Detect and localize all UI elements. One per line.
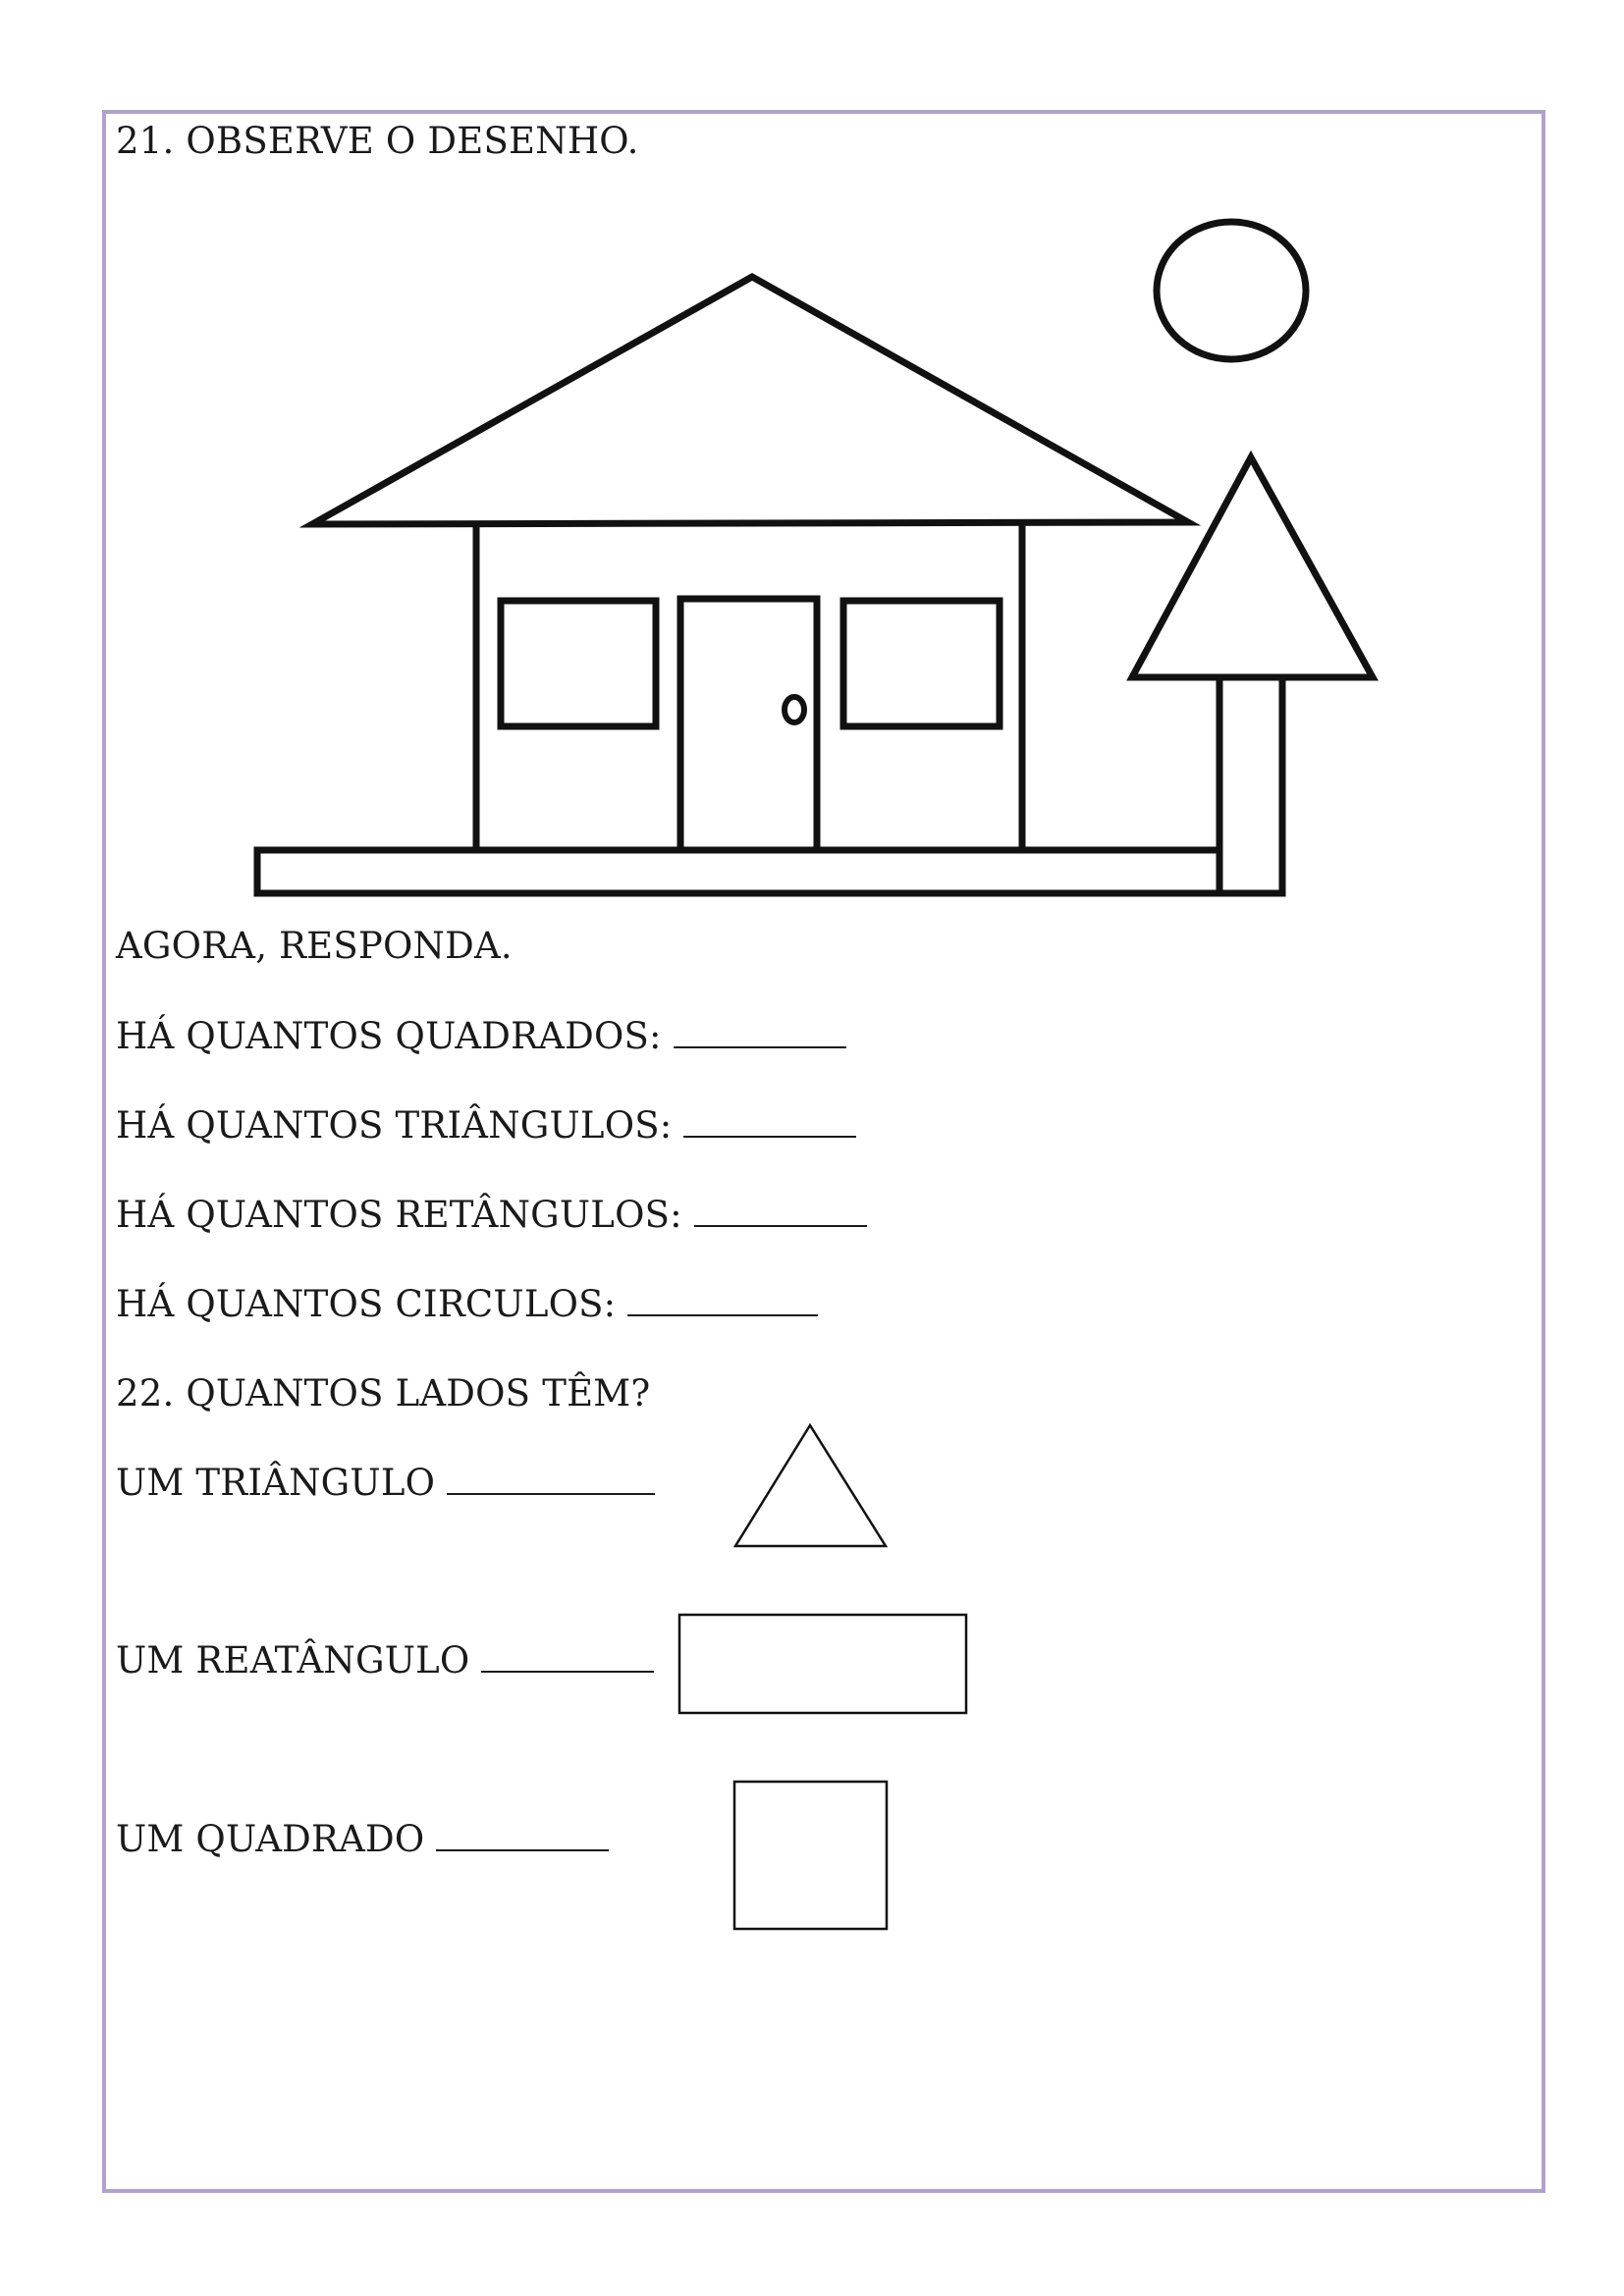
rectangle-icon bbox=[679, 1615, 966, 1713]
item-label: UM TRIÂNGULO bbox=[116, 1462, 436, 1504]
item-label: UM REATÂNGULO bbox=[116, 1639, 470, 1682]
square-icon bbox=[734, 1782, 887, 1929]
triangle-icon bbox=[735, 1425, 886, 1546]
exercise-21-title: 21. OBSERVE O DESENHO. bbox=[116, 120, 639, 162]
question-label: HÁ QUANTOS TRIÂNGULOS: bbox=[116, 1104, 673, 1147]
exercise-22-title: 22. QUANTOS LADOS TÊM? bbox=[116, 1372, 651, 1415]
question-label: HÁ QUANTOS QUADRADOS: bbox=[116, 1015, 662, 1057]
instruction-text: AGORA, RESPONDA. bbox=[116, 925, 513, 967]
question-label: HÁ QUANTOS RETÂNGULOS: bbox=[116, 1194, 682, 1236]
item-label: UM QUADRADO bbox=[116, 1818, 425, 1860]
question-label: HÁ QUANTOS CIRCULOS: bbox=[116, 1283, 617, 1325]
